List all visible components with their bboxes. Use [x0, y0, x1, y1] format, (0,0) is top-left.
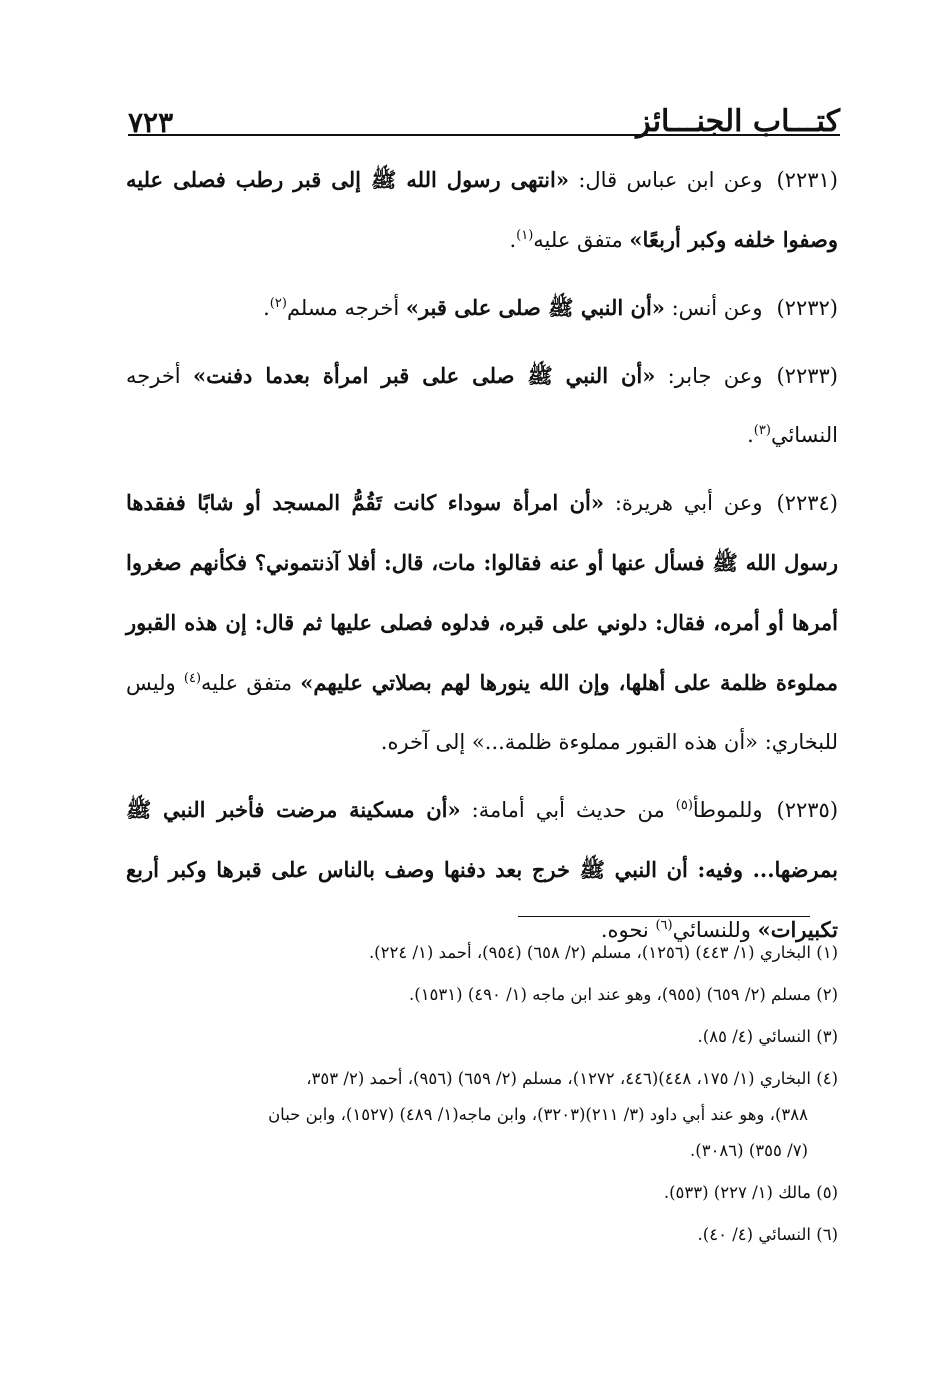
footnote-ref[interactable]: (٦): [655, 918, 673, 933]
hadith-number: (٢٢٣٣): [776, 364, 838, 388]
hadith-text: «أن النبي ﷺ صلى على قبر امرأة بعدما دفنت»: [192, 363, 656, 388]
footnote-3: (٣) النسائي (٤/ ٨٥).: [697, 1027, 838, 1046]
footnote-6: (٦) النسائي (٤/ ٤٠).: [697, 1225, 838, 1244]
hadith-end: .: [509, 228, 517, 252]
footnote-ref[interactable]: (٢): [269, 296, 287, 311]
hadith-2235: [126, 780, 838, 960]
book-title: كتـــاب الجنـــائز: [636, 104, 840, 139]
hadith-end: .: [263, 296, 270, 320]
hadith-end: وليس للبخاري: «أن هذه القبور مملوءة ظلمة...» إلى آخره.: [126, 671, 838, 754]
hadith-number: (٢٢٣٤): [776, 491, 838, 515]
hadith-intro: وعن أنس:: [664, 296, 763, 320]
hadith-text: «أن النبي ﷺ صلى على قبر»: [405, 295, 665, 320]
hadith-source: أخرجه النسائي: [126, 364, 838, 447]
footnote-ref[interactable]: (٥): [675, 798, 693, 813]
footnote-4-line-3: (٧/ ٣٥٥) (٣٠٨٦).: [690, 1141, 808, 1160]
hadith-text: «انتهى رسول الله ﷺ إلى قبر رطب فصلى عليه وصفوا خلفه وكبر أربعًا»: [126, 167, 838, 252]
hadith-text: «أن مسكينة مرضت فأخبر النبي ﷺ بمرضها... وفيه: أن النبي ﷺ خرج بعد دفنها وصف بالناس على قبرها وكبر أربع تكبيرات»: [126, 797, 838, 942]
footnote-ref[interactable]: (٤): [183, 671, 202, 686]
hadith-end: نحوه.: [600, 918, 656, 942]
footnote-4-line-1: (٤) البخاري (١/ ١٧٥، ٤٤٨)(٤٤٦، ١٢٧٢)، مسلم (٢/ ٦٥٩) (٩٥٦)، أحمد (٢/ ٣٥٣،: [306, 1069, 838, 1088]
hadith-source: متفق عليه: [201, 671, 301, 695]
hadith-intro: وعن جابر:: [655, 364, 763, 388]
page-number: ٧٢٣: [128, 106, 174, 139]
hadith-source: أخرجه مسلم: [286, 296, 406, 320]
footnote-1: (١) البخاري (١/ ٤٤٣) (١٢٥٦)، مسلم (٢/ ٦٥٨) (٩٥٤)، أحمد (١/ ٢٢٤).: [368, 943, 838, 962]
hadith-end: .: [747, 423, 754, 447]
hadith-source: وللنسائي: [672, 918, 758, 942]
hadith-intro: وللموطأ: [692, 798, 763, 822]
hadith-2231: [126, 150, 838, 270]
footnote-separator: [518, 916, 810, 917]
header-rule: [128, 134, 840, 136]
footnote-5: (٥) مالك (١/ ٢٢٧) (٥٣٣).: [663, 1183, 838, 1202]
hadith-intro: وعن أبي هريرة:: [604, 491, 763, 515]
hadith-number: (٢٢٣٥): [776, 798, 839, 822]
hadith-intro-cont: من حديث أبي أمامة:: [460, 798, 676, 822]
hadith-number: (٢٢٣٢): [776, 296, 838, 320]
hadith-number: (٢٢٣١): [776, 168, 838, 192]
footnote-ref[interactable]: (١): [516, 228, 534, 243]
footnote-4: [126, 1061, 838, 1169]
hadith-2232: [126, 278, 838, 338]
footnote-4-line-2: ٣٨٨)، وهو عند أبي داود (٣/ ٢١١)(٣٢٠٣)، وابن ماجه(١/ ٤٨٩) (١٥٢٧)، وابن حبان: [268, 1105, 808, 1124]
hadith-2234: [126, 473, 838, 772]
hadith-text: «أن امرأة سوداء كانت تَقُمُّ المسجد أو شابًا ففقدها رسول الله ﷺ فسأل عنها أو عنه فقالوا: مات، قال: أفلا آذنتموني؟ فكأنهم صغروا أمرها أو أمره، فقال: دلوني على قبره، فدلوه فصلى عليها ثم قال: إن هذه القبور مملوءة ظلمة على أهلها، وإن الله ينورها لهم بصلاتي عليهم»: [126, 490, 838, 695]
hadith-intro: وعن ابن عباس قال:: [568, 168, 763, 192]
main-text: [126, 150, 838, 968]
running-header: [128, 95, 840, 139]
hadith-source: متفق عليه: [533, 228, 630, 252]
footnote-ref[interactable]: (٣): [753, 423, 771, 438]
hadith-2233: [126, 346, 838, 465]
footnote-2: (٢) مسلم (٢/ ٦٥٩) (٩٥٥)، وهو عند ابن ماجه (١/ ٤٩٠) (١٥٣١).: [409, 985, 838, 1004]
footnotes: [126, 935, 838, 1259]
